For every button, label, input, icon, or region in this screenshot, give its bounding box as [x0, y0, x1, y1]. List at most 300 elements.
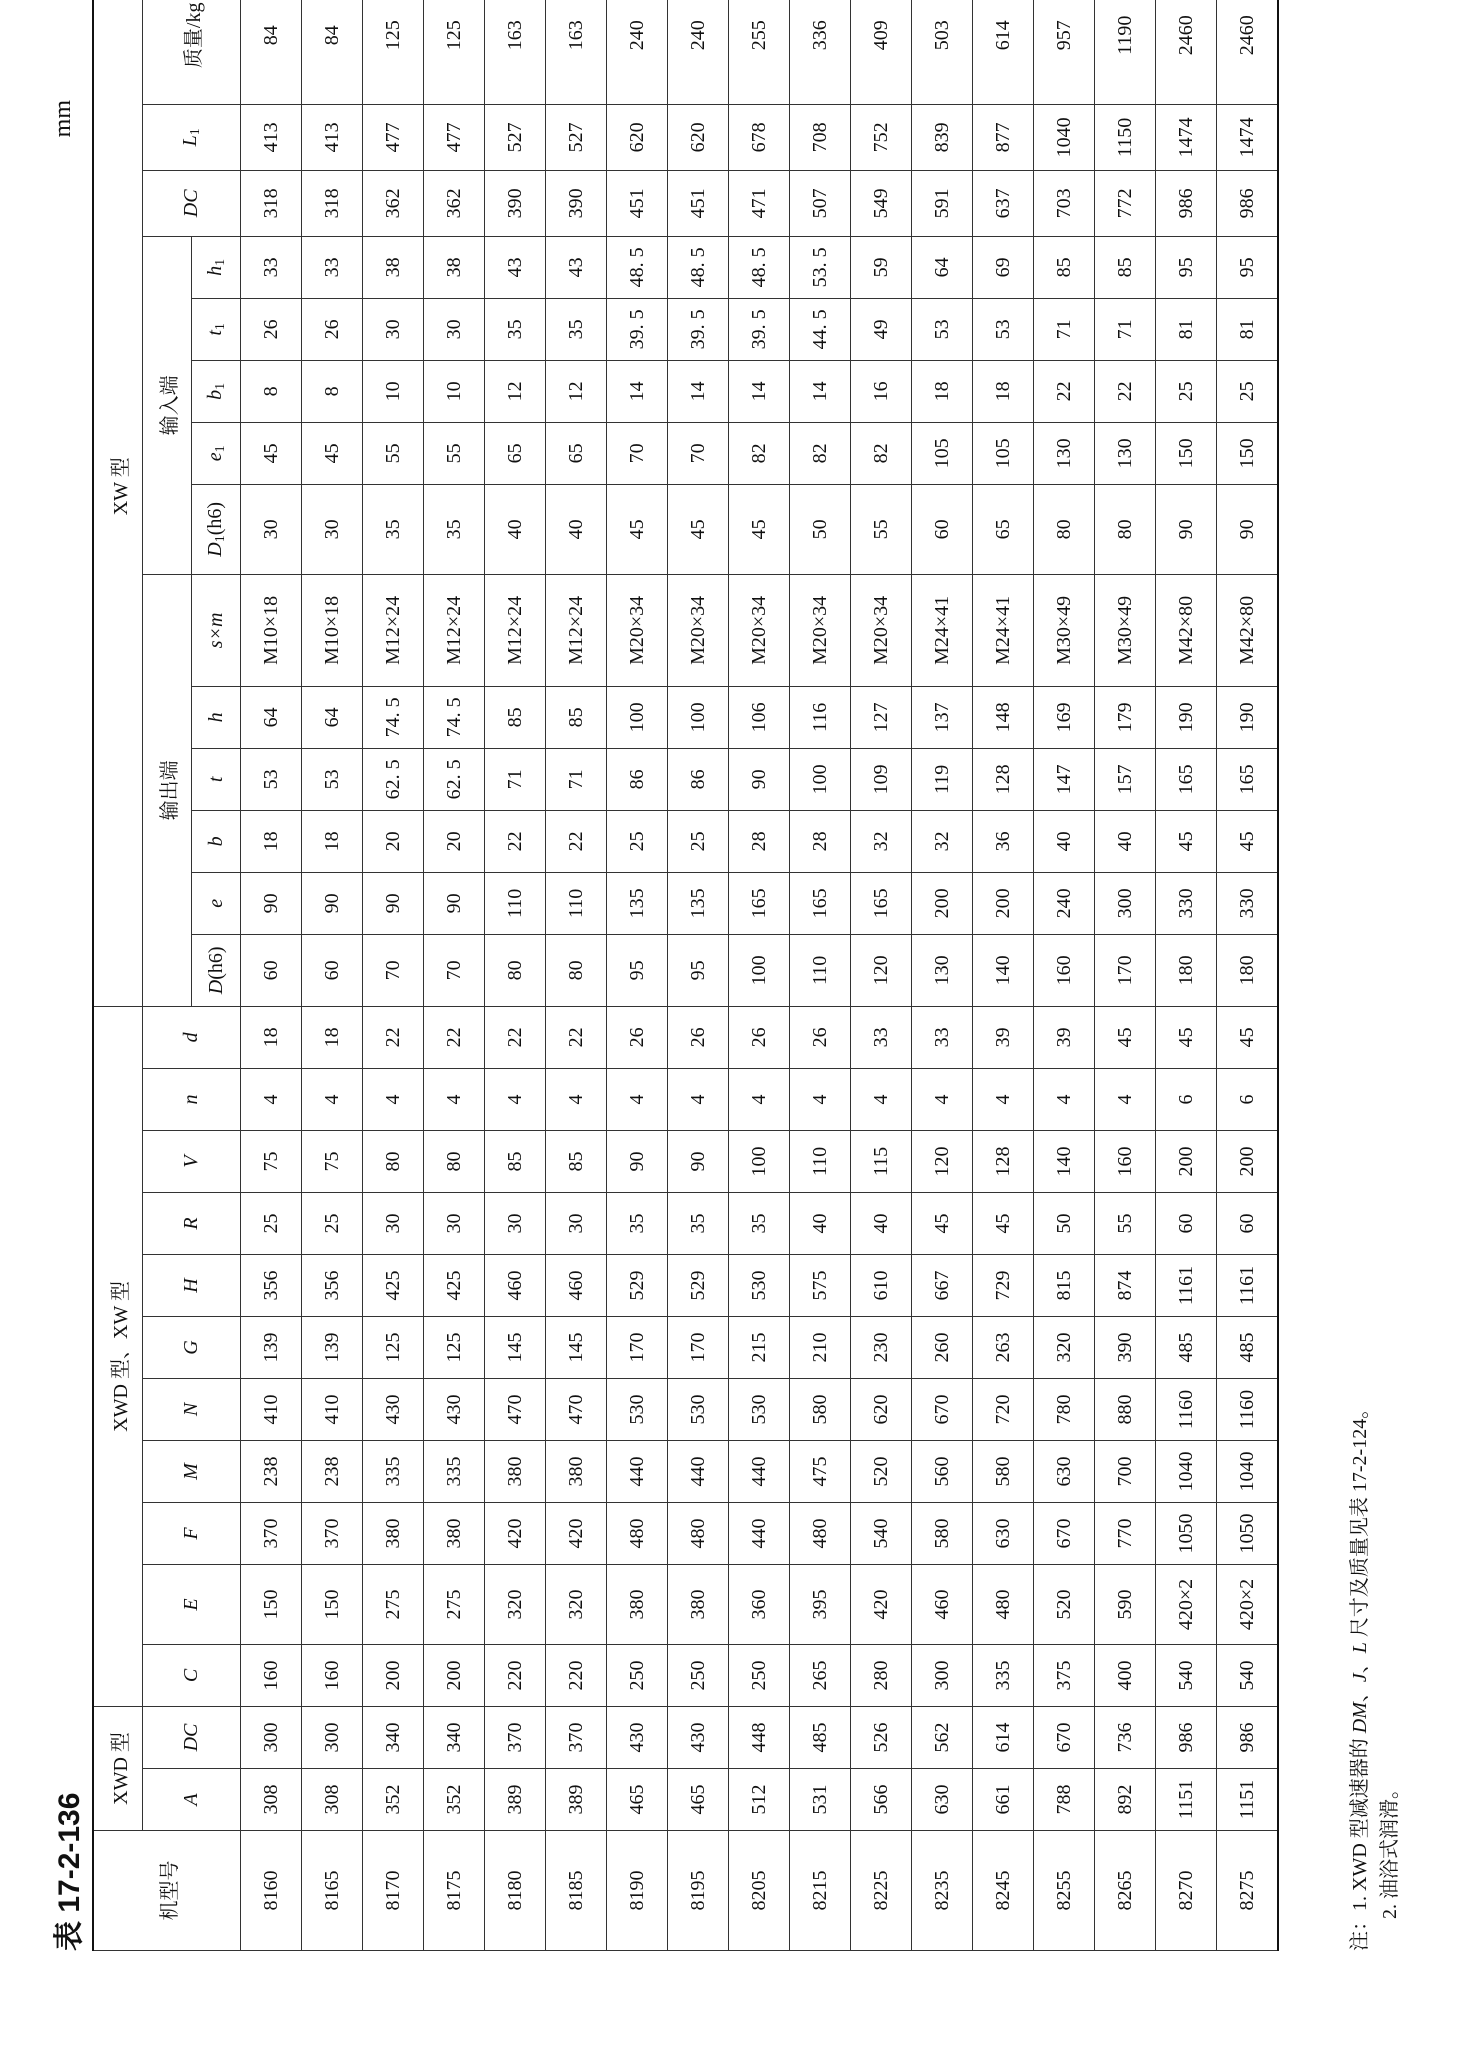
table-body [241, 0, 1279, 1951]
table-cell: 160 [241, 1644, 302, 1706]
header-d: d [143, 1006, 241, 1068]
table-cell: 670 [1034, 1502, 1095, 1564]
table-cell: 1190 [1095, 0, 1156, 104]
model-cell: 8275 [1217, 1831, 1279, 1951]
table-cell: 395 [790, 1564, 851, 1644]
table-cell: 460 [912, 1564, 973, 1644]
table-cell: 380 [607, 1564, 668, 1644]
table-cell: 14 [668, 360, 729, 422]
table-cell: 308 [241, 1769, 302, 1831]
table-cell: 22 [485, 810, 546, 872]
table-cell: 308 [302, 1769, 363, 1831]
table-cell: 35 [546, 298, 607, 360]
table-cell: 35 [607, 1192, 668, 1254]
table-cell: 110 [546, 872, 607, 934]
table-cell: 26 [241, 298, 302, 360]
table-cell: 360 [729, 1564, 790, 1644]
model-cell: 8235 [912, 1831, 973, 1951]
table-cell: 362 [363, 170, 424, 236]
table-cell: 529 [607, 1254, 668, 1316]
table-cell: 70 [424, 934, 485, 1006]
table-cell: 877 [973, 104, 1034, 170]
model-cell: 8225 [851, 1831, 912, 1951]
table-cell: 4 [851, 1068, 912, 1130]
table-row [1034, 0, 1095, 1951]
table-cell: 45 [302, 422, 363, 484]
table-cell: M12×24 [485, 574, 546, 686]
header-D1-suffix: (h6) [203, 501, 226, 536]
table-cell: 527 [485, 104, 546, 170]
table-cell: 81 [1156, 298, 1217, 360]
table-cell: M12×24 [363, 574, 424, 686]
unit-label: mm [50, 100, 76, 138]
table-cell: 2460 [1217, 0, 1279, 104]
table-cell: 215 [729, 1316, 790, 1378]
table-cell: 105 [973, 422, 1034, 484]
table-cell: 65 [485, 422, 546, 484]
table-cell: 25 [607, 810, 668, 872]
table-cell: 300 [912, 1644, 973, 1706]
table-cell: 20 [363, 810, 424, 872]
table-cell: 80 [1095, 484, 1156, 574]
table-cell: 30 [485, 1192, 546, 1254]
table-cell: 80 [424, 1130, 485, 1192]
table-cell: 33 [241, 236, 302, 298]
table-cell: 100 [729, 1130, 790, 1192]
table-cell: 80 [546, 934, 607, 1006]
table-cell: 485 [790, 1706, 851, 1768]
table-cell: 250 [607, 1644, 668, 1706]
table-cell: 788 [1034, 1769, 1095, 1831]
table-cell: 772 [1095, 170, 1156, 236]
table-cell: 380 [546, 1440, 607, 1502]
table-cell: 71 [546, 748, 607, 810]
table-cell: 75 [302, 1130, 363, 1192]
table-cell: 53 [302, 748, 363, 810]
table-cell: 465 [668, 1769, 729, 1831]
table-row [790, 0, 851, 1951]
header-L1-main: L [179, 135, 201, 147]
model-cell: 8215 [790, 1831, 851, 1951]
table-cell: 40 [485, 484, 546, 574]
table-cell: 375 [1034, 1644, 1095, 1706]
table-cell: 4 [973, 1068, 1034, 1130]
table-cell: 33 [851, 1006, 912, 1068]
table-cell: 420 [546, 1502, 607, 1564]
table-cell: 22 [363, 1006, 424, 1068]
table-cell: 352 [424, 1769, 485, 1831]
table-cell: 670 [1034, 1706, 1095, 1768]
table-cell: 720 [973, 1378, 1034, 1440]
table-cell: 45 [729, 484, 790, 574]
table-cell: 39. 5 [607, 298, 668, 360]
header-h1-main: h [203, 265, 226, 276]
table-cell: 18 [241, 810, 302, 872]
table-cell: 1050 [1217, 1502, 1279, 1564]
table-cell: 440 [668, 1440, 729, 1502]
table-cell: 45 [607, 484, 668, 574]
table-cell: 200 [1156, 1130, 1217, 1192]
table-cell: 540 [851, 1502, 912, 1564]
header-h1-sub: 1 [212, 258, 228, 266]
table-cell: 2460 [1156, 0, 1217, 104]
table-cell: 69 [973, 236, 1034, 298]
table-cell: 470 [485, 1378, 546, 1440]
header-D-suffix: (h6) [204, 946, 227, 980]
table-cell: 440 [729, 1502, 790, 1564]
table-cell: 736 [1095, 1706, 1156, 1768]
table-cell: 413 [302, 104, 363, 170]
header-D-main: D [204, 979, 227, 995]
table-cell: 39 [1034, 1006, 1095, 1068]
table-cell: 220 [546, 1644, 607, 1706]
table-cell: M20×34 [607, 574, 668, 686]
header-L1 [143, 104, 241, 170]
table-row [668, 0, 729, 1951]
table-cell: 4 [607, 1068, 668, 1130]
table-cell: 637 [973, 170, 1034, 236]
header-e: e [192, 872, 241, 934]
table-cell: 330 [1156, 872, 1217, 934]
model-cell: 8185 [546, 1831, 607, 1951]
table-cell: 53. 5 [790, 236, 851, 298]
model-cell: 8245 [973, 1831, 1034, 1951]
table-cell: 71 [1095, 298, 1156, 360]
table-cell: 74. 5 [424, 686, 485, 748]
table-cell: 60 [1217, 1192, 1279, 1254]
table-cell: 85 [1095, 236, 1156, 298]
table-cell: 45 [241, 422, 302, 484]
table-cell: 26 [790, 1006, 851, 1068]
table-cell: 22 [546, 810, 607, 872]
table-cell: 150 [1156, 422, 1217, 484]
table-cell: 33 [912, 1006, 973, 1068]
table-cell: 55 [1095, 1192, 1156, 1254]
table-cell: 30 [363, 1192, 424, 1254]
table-cell: 35 [485, 298, 546, 360]
table-cell: 25 [1156, 360, 1217, 422]
table-cell: 480 [668, 1502, 729, 1564]
table-cell: 90 [729, 748, 790, 810]
note-1-l: L [1349, 1642, 1371, 1654]
table-cell: 163 [546, 0, 607, 104]
header-R: R [143, 1192, 241, 1254]
table-cell: 43 [546, 236, 607, 298]
table-cell: 8 [302, 360, 363, 422]
table-cell: 560 [912, 1440, 973, 1502]
table-cell: 380 [485, 1440, 546, 1502]
table-cell: 815 [1034, 1254, 1095, 1316]
table-cell: 135 [668, 872, 729, 934]
table-cell: 562 [912, 1706, 973, 1768]
table-cell: 440 [607, 1440, 668, 1502]
table-cell: 45 [1156, 810, 1217, 872]
table-cell: 580 [973, 1440, 1034, 1502]
table-cell: 190 [1156, 686, 1217, 748]
table-cell: 12 [485, 360, 546, 422]
table-cell: 125 [424, 0, 485, 104]
table-cell: 26 [302, 298, 363, 360]
table-cell: 40 [1034, 810, 1095, 872]
table-cell: M42×80 [1156, 574, 1217, 686]
table-row [1095, 0, 1156, 1951]
table-cell: 165 [851, 872, 912, 934]
model-cell: 8270 [1156, 1831, 1217, 1951]
table-cell: 147 [1034, 748, 1095, 810]
table-cell: M10×18 [302, 574, 363, 686]
table-cell: 549 [851, 170, 912, 236]
table-cell: 330 [1217, 872, 1279, 934]
table-cell: 263 [973, 1316, 1034, 1378]
table-cell: 100 [790, 748, 851, 810]
table-cell: 507 [790, 170, 851, 236]
table-row [912, 0, 973, 1951]
table-cell: 30 [241, 484, 302, 574]
table-cell: 265 [790, 1644, 851, 1706]
table-cell: 45 [973, 1192, 1034, 1254]
table-cell: 105 [912, 422, 973, 484]
table-cell: 44. 5 [790, 298, 851, 360]
table-cell: 25 [668, 810, 729, 872]
table-cell: 39. 5 [668, 298, 729, 360]
table-cell: M12×24 [546, 574, 607, 686]
table-cell: 448 [729, 1706, 790, 1768]
table-cell: 106 [729, 686, 790, 748]
table-cell: 74. 5 [363, 686, 424, 748]
header-t: t [192, 748, 241, 810]
table-cell: 610 [851, 1254, 912, 1316]
table-cell: M12×24 [424, 574, 485, 686]
table-cell: 4 [668, 1068, 729, 1130]
notes [1345, 1399, 1405, 1951]
table-cell: 661 [973, 1769, 1034, 1831]
table-cell: 35 [668, 1192, 729, 1254]
table-cell: 780 [1034, 1378, 1095, 1440]
table-cell: 240 [1034, 872, 1095, 934]
table-cell: 700 [1095, 1440, 1156, 1502]
table-cell: 60 [912, 484, 973, 574]
table-cell: 480 [790, 1502, 851, 1564]
table-cell: 119 [912, 748, 973, 810]
note-1-sep2: 、 [1349, 1653, 1371, 1674]
header-D1-main: D [203, 542, 226, 557]
table-cell: 32 [912, 810, 973, 872]
table-cell: 238 [302, 1440, 363, 1502]
table-cell: 81 [1217, 298, 1279, 360]
table-cell: 28 [729, 810, 790, 872]
table-cell: 38 [363, 236, 424, 298]
header-mass: 质量/kg [143, 0, 241, 104]
table-cell: 614 [973, 0, 1034, 104]
table-cell: 370 [241, 1502, 302, 1564]
header-output-end: 输出端 [143, 574, 192, 1006]
table-cell: 40 [851, 1192, 912, 1254]
table-cell: 25 [302, 1192, 363, 1254]
header-V: V [143, 1130, 241, 1192]
table-cell: 85 [546, 1130, 607, 1192]
table-cell: 1474 [1156, 104, 1217, 170]
table-cell: 460 [485, 1254, 546, 1316]
table-cell: 200 [912, 872, 973, 934]
table-cell: 49 [851, 298, 912, 360]
table-cell: 22 [546, 1006, 607, 1068]
table-cell: 165 [1156, 748, 1217, 810]
table-cell: 839 [912, 104, 973, 170]
table-cell: 48. 5 [607, 236, 668, 298]
table-cell: 703 [1034, 170, 1095, 236]
table-cell: 340 [424, 1706, 485, 1768]
table-cell: 1474 [1217, 104, 1279, 170]
table-cell: 630 [912, 1769, 973, 1831]
header-E: E [143, 1564, 241, 1644]
table-cell: 140 [1034, 1130, 1095, 1192]
table-cell: 60 [1156, 1192, 1217, 1254]
model-cell: 8255 [1034, 1831, 1095, 1951]
table-cell: 82 [729, 422, 790, 484]
note-1-suffix: 尺寸及质量见表 17-2-124。 [1349, 1398, 1371, 1643]
table-cell: 300 [241, 1706, 302, 1768]
table-cell: 200 [363, 1644, 424, 1706]
table-cell: 630 [1034, 1440, 1095, 1502]
model-cell: 8165 [302, 1831, 363, 1951]
table-cell: 620 [668, 104, 729, 170]
table-cell: 70 [668, 422, 729, 484]
table-cell: 380 [424, 1502, 485, 1564]
table-cell: 180 [1217, 934, 1279, 1006]
table-cell: 14 [607, 360, 668, 422]
table-cell: 1161 [1156, 1254, 1217, 1316]
header-h1 [192, 236, 241, 298]
table-cell: 430 [363, 1378, 424, 1440]
table-cell: 59 [851, 236, 912, 298]
table-cell: 531 [790, 1769, 851, 1831]
table-cell: 140 [973, 934, 1034, 1006]
table-cell: 12 [546, 360, 607, 422]
table-row [607, 0, 668, 1951]
table-cell: 95 [607, 934, 668, 1006]
table-cell: 90 [302, 872, 363, 934]
table-cell: 413 [241, 104, 302, 170]
table-cell: 62. 5 [424, 748, 485, 810]
table-cell: 200 [424, 1644, 485, 1706]
table-cell: 125 [363, 0, 424, 104]
table-cell: 260 [912, 1316, 973, 1378]
table-row [851, 0, 912, 1951]
table-row [424, 0, 485, 1951]
table-cell: 90 [1217, 484, 1279, 574]
header-b: b [192, 810, 241, 872]
table-cell: 45 [1217, 1006, 1279, 1068]
table-cell: 1150 [1095, 104, 1156, 170]
table-cell: 1040 [1156, 1440, 1217, 1502]
table-cell: 614 [973, 1706, 1034, 1768]
table-cell: 39 [973, 1006, 1034, 1068]
table-cell: 370 [302, 1502, 363, 1564]
table-cell: 708 [790, 104, 851, 170]
table-cell: 38 [424, 236, 485, 298]
table-cell: 336 [790, 0, 851, 104]
table-cell: 22 [1034, 360, 1095, 422]
header-C: C [143, 1644, 241, 1706]
table-cell: 14 [729, 360, 790, 422]
table-cell: 238 [241, 1440, 302, 1502]
table-cell: 526 [851, 1706, 912, 1768]
table-cell: 165 [790, 872, 851, 934]
table-cell: 335 [424, 1440, 485, 1502]
table-cell: 160 [1034, 934, 1095, 1006]
table-cell: 300 [302, 1706, 363, 1768]
table-cell: 4 [729, 1068, 790, 1130]
header-N: N [143, 1378, 241, 1440]
table-cell: 4 [912, 1068, 973, 1130]
table-cell: 6 [1156, 1068, 1217, 1130]
table-cell: 410 [241, 1378, 302, 1440]
table-cell: 90 [241, 872, 302, 934]
table-cell: 130 [912, 934, 973, 1006]
table-cell: 170 [607, 1316, 668, 1378]
table-cell: 100 [607, 686, 668, 748]
table-row [729, 0, 790, 1951]
table-cell: 420×2 [1156, 1564, 1217, 1644]
table-cell: 530 [607, 1378, 668, 1440]
table-cell: 475 [790, 1440, 851, 1502]
table-cell: 4 [1034, 1068, 1095, 1130]
table-cell: 40 [546, 484, 607, 574]
table-cell: 48. 5 [668, 236, 729, 298]
table-cell: 25 [241, 1192, 302, 1254]
table-cell: 250 [668, 1644, 729, 1706]
table-cell: 26 [729, 1006, 790, 1068]
table-cell: M24×41 [973, 574, 1034, 686]
table-cell: 85 [546, 686, 607, 748]
header-model: 机型号 [93, 1831, 241, 1951]
table-cell: 255 [729, 0, 790, 104]
table-cell: 150 [241, 1564, 302, 1644]
table-title: 表 17-2-136 [53, 1792, 86, 1951]
table-cell: 26 [668, 1006, 729, 1068]
table-cell: 440 [729, 1440, 790, 1502]
table-cell: 26 [607, 1006, 668, 1068]
table-cell: 35 [363, 484, 424, 574]
table-cell: 90 [1156, 484, 1217, 574]
table-cell: 82 [790, 422, 851, 484]
table-cell: 356 [302, 1254, 363, 1316]
header-b1-main: b [203, 389, 226, 400]
table-cell: 130 [1034, 422, 1095, 484]
table-cell: 220 [485, 1644, 546, 1706]
table-cell: 485 [1156, 1316, 1217, 1378]
table-cell: 128 [973, 748, 1034, 810]
table-cell: 670 [912, 1378, 973, 1440]
table-cell: 320 [1034, 1316, 1095, 1378]
header-sxm: s×m [192, 574, 241, 686]
table-cell: 530 [729, 1378, 790, 1440]
table-cell: 150 [302, 1564, 363, 1644]
header-e1-main: e [203, 452, 226, 462]
header-L1-sub: 1 [188, 128, 203, 136]
header-A: A [143, 1769, 241, 1831]
table-cell: 480 [607, 1502, 668, 1564]
table-cell: 157 [1095, 748, 1156, 810]
table-cell: 30 [302, 484, 363, 574]
table-cell: 420 [851, 1564, 912, 1644]
table-cell: 18 [302, 810, 363, 872]
table-cell: 1151 [1217, 1769, 1279, 1831]
table-cell: 90 [668, 1130, 729, 1192]
table-cell: 335 [973, 1644, 1034, 1706]
table-cell: 752 [851, 104, 912, 170]
model-cell: 8180 [485, 1831, 546, 1951]
